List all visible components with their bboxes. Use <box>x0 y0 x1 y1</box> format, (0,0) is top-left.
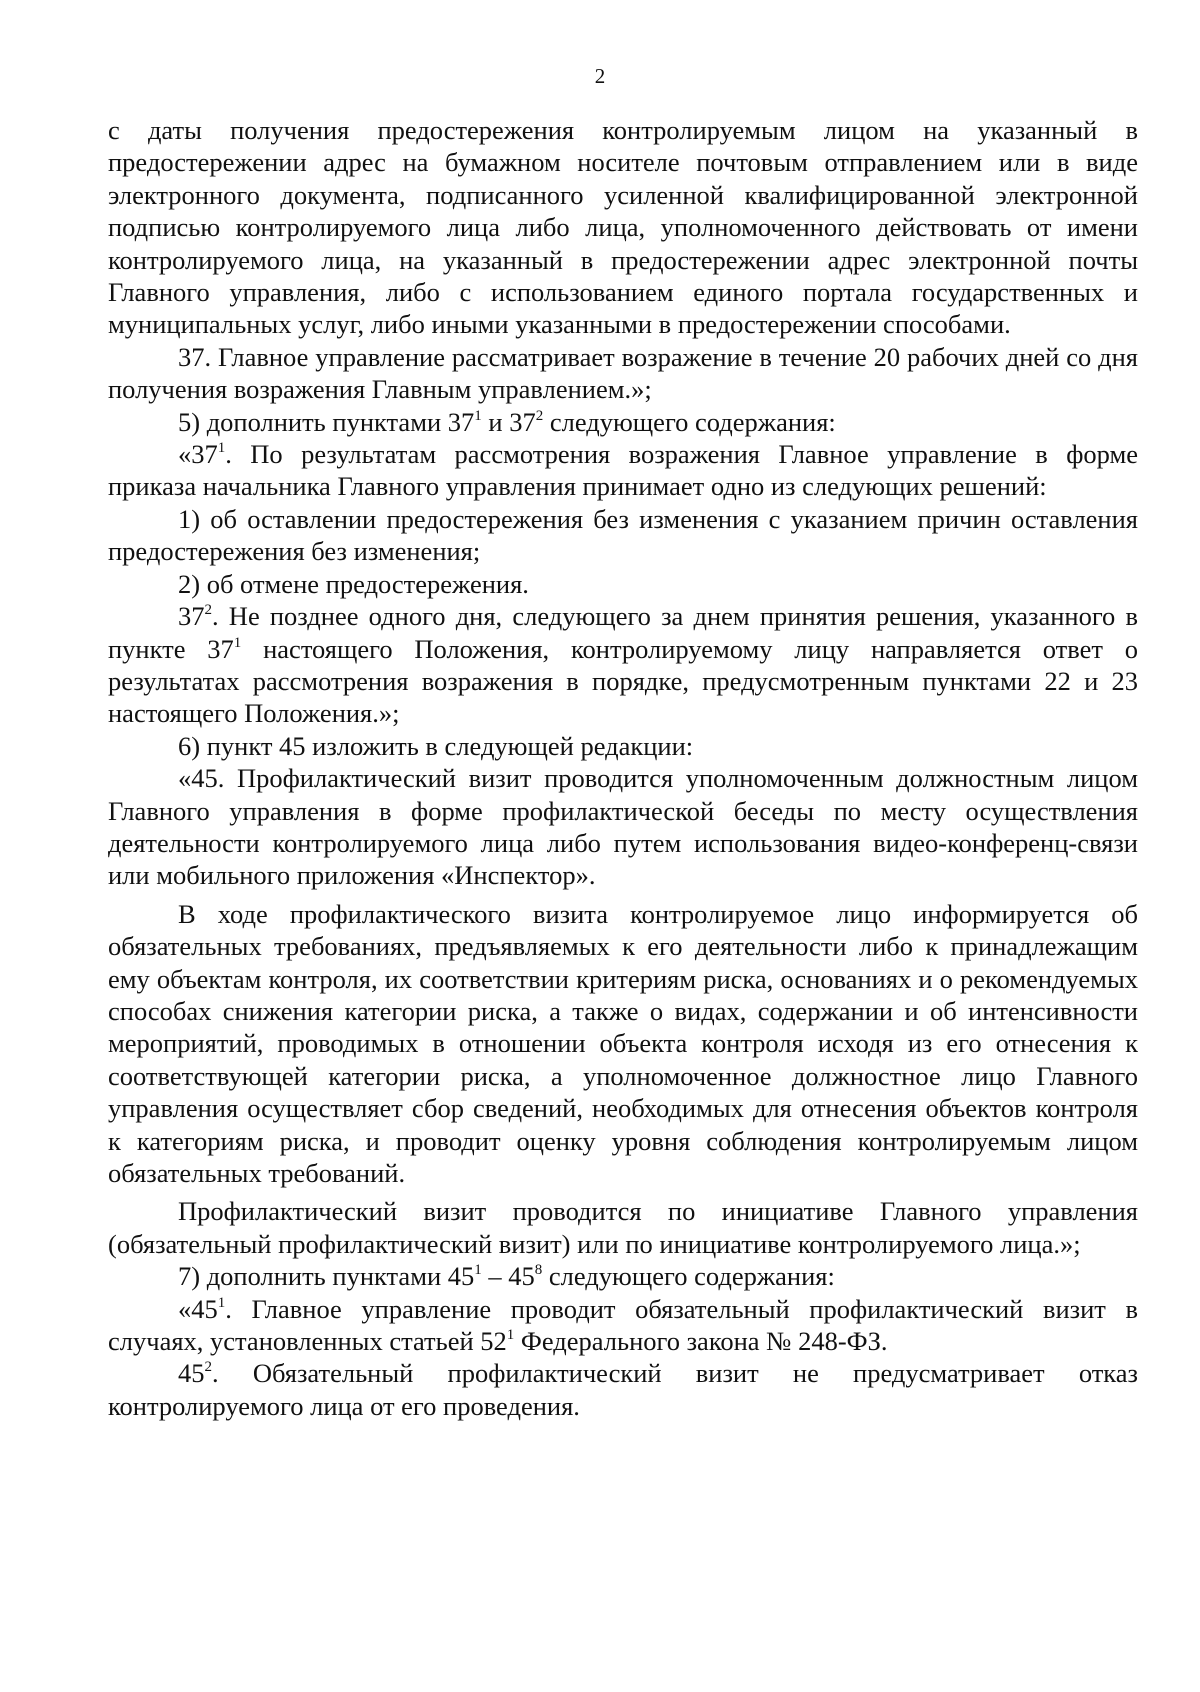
superscript: 2 <box>535 407 544 424</box>
superscript: 2 <box>204 1359 212 1376</box>
paragraph-amendment-6: 6) пункт 45 изложить в следующей редакции: <box>178 730 694 761</box>
page-number: 2 <box>594 64 606 88</box>
superscript: 1 <box>474 407 482 424</box>
superscript: 1 <box>233 634 242 651</box>
paragraph-item-37-2 <box>108 600 1138 730</box>
text-segment: 7) дополнить пунктами 45 <box>178 1261 475 1292</box>
text-segment: следующего содержания: <box>542 1261 835 1292</box>
document-body <box>108 114 1138 1422</box>
text-segment: . По результатам рассмотрения возражения Главное управление в форме приказа начальника Главного управления принимает одно из следующих решений: <box>108 439 1138 502</box>
superscript: 8 <box>534 1262 543 1279</box>
superscript: 1 <box>474 1262 482 1279</box>
text-segment: 45 <box>178 1358 205 1389</box>
superscript: 1 <box>217 1294 226 1311</box>
text-segment: – 45 <box>481 1261 535 1292</box>
superscript: 2 <box>204 602 212 619</box>
paragraph-item-45-2 <box>108 1357 1138 1422</box>
text-segment: . Обязательный профилактический визит не предусматривает отказ контролируемого лица от его проведения. <box>108 1358 1138 1421</box>
paragraph-item-45-1 <box>108 1293 1138 1358</box>
text-segment: 37 <box>178 601 205 632</box>
paragraph-amendment-7 <box>108 1260 1138 1292</box>
text-segment: Федерального закона № 248-ФЗ. <box>514 1326 888 1357</box>
paragraph-decision-1: 1) об оставлении предостережения без изменения с указанием причин оставления предостережения без изменения; <box>108 503 1138 567</box>
text-segment: 5) дополнить пунктами 37 <box>178 406 475 437</box>
paragraph-visit-initiative: Профилактический визит проводится по инициативе Главного управления (обязательный профилактический визит) или по инициативе контролируемого лица.»; <box>108 1196 1138 1259</box>
text-segment: и 37 <box>481 406 536 437</box>
text-segment: «37 <box>178 439 218 470</box>
paragraph-item-37-1 <box>108 438 1138 503</box>
superscript: 1 <box>217 440 226 457</box>
paragraph-amendment-5 <box>108 406 1138 438</box>
text-segment: «45 <box>178 1293 218 1324</box>
paragraph-item-45: «45. Профилактический визит проводится уполномоченным должностным лицом Главного управления в форме профилактической беседы по месту осуществления деятельности контролируемого лица либо путем использования видео-конференц-связи или мобильного приложения «Инспектор». <box>108 763 1138 891</box>
text-segment: . Не позднее одного дня, следующего за днем принятия решения, указанного в пункте 37 <box>108 601 1138 664</box>
text-segment: . Главное управление проводит обязательный профилактический визит в случаях, установленных статьей 52 <box>108 1293 1138 1357</box>
paragraph-visit-details: В ходе профилактического визита контролируемое лицо информируется об обязательных требованиях, предъявляемых к его деятельности либо к принадлежащим ему объектам контроля, их соответствии критериям риска, основаниях и о рекомендуемых способах снижения категории риска, а также о видах, содержании и об интенсивности мероприятий, проводимых в отношении объекта контроля исходя из его отнесения к соответствующей категории риска, а уполномоченное должностное лицо Главного управления осуществляет сбор сведений, необходимых для отнесения объектов контроля к категориям риска, и проводит оценку уровня соблюдения контролируемым лицом обязательных требований. <box>108 898 1138 1188</box>
text-segment: следующего содержания: <box>543 406 836 437</box>
paragraph-item-37: 37. Главное управление рассматривает возражение в течение 20 рабочих дней со дня получения возражения Главным управлением.»; <box>108 341 1138 405</box>
paragraph-decision-2: 2) об отмене предостережения. <box>178 568 529 599</box>
text-segment: настоящего Положения, контролируемому лицу направляется ответ о результатах рассмотрения возражения в порядке, предусмотренным пунктами 22 и 23 настоящего Положения.»; <box>108 633 1138 729</box>
paragraph-continuation: с даты получения предостережения контролируемым лицом на указанный в предостережении адрес на бумажном носителе почтовым отправлением или в виде электронного документа, подписанного усиленной квалифицированной электронной подписью контролируемого лица либо лица, уполномоченного действовать от имени контролируемого лица, на указанный в предостережении адрес электронной почты Главного управления, либо с использованием единого портала государственных и муниципальных услуг, либо иными указанными в предостережении способами. <box>108 115 1138 340</box>
superscript: 1 <box>506 1327 515 1344</box>
